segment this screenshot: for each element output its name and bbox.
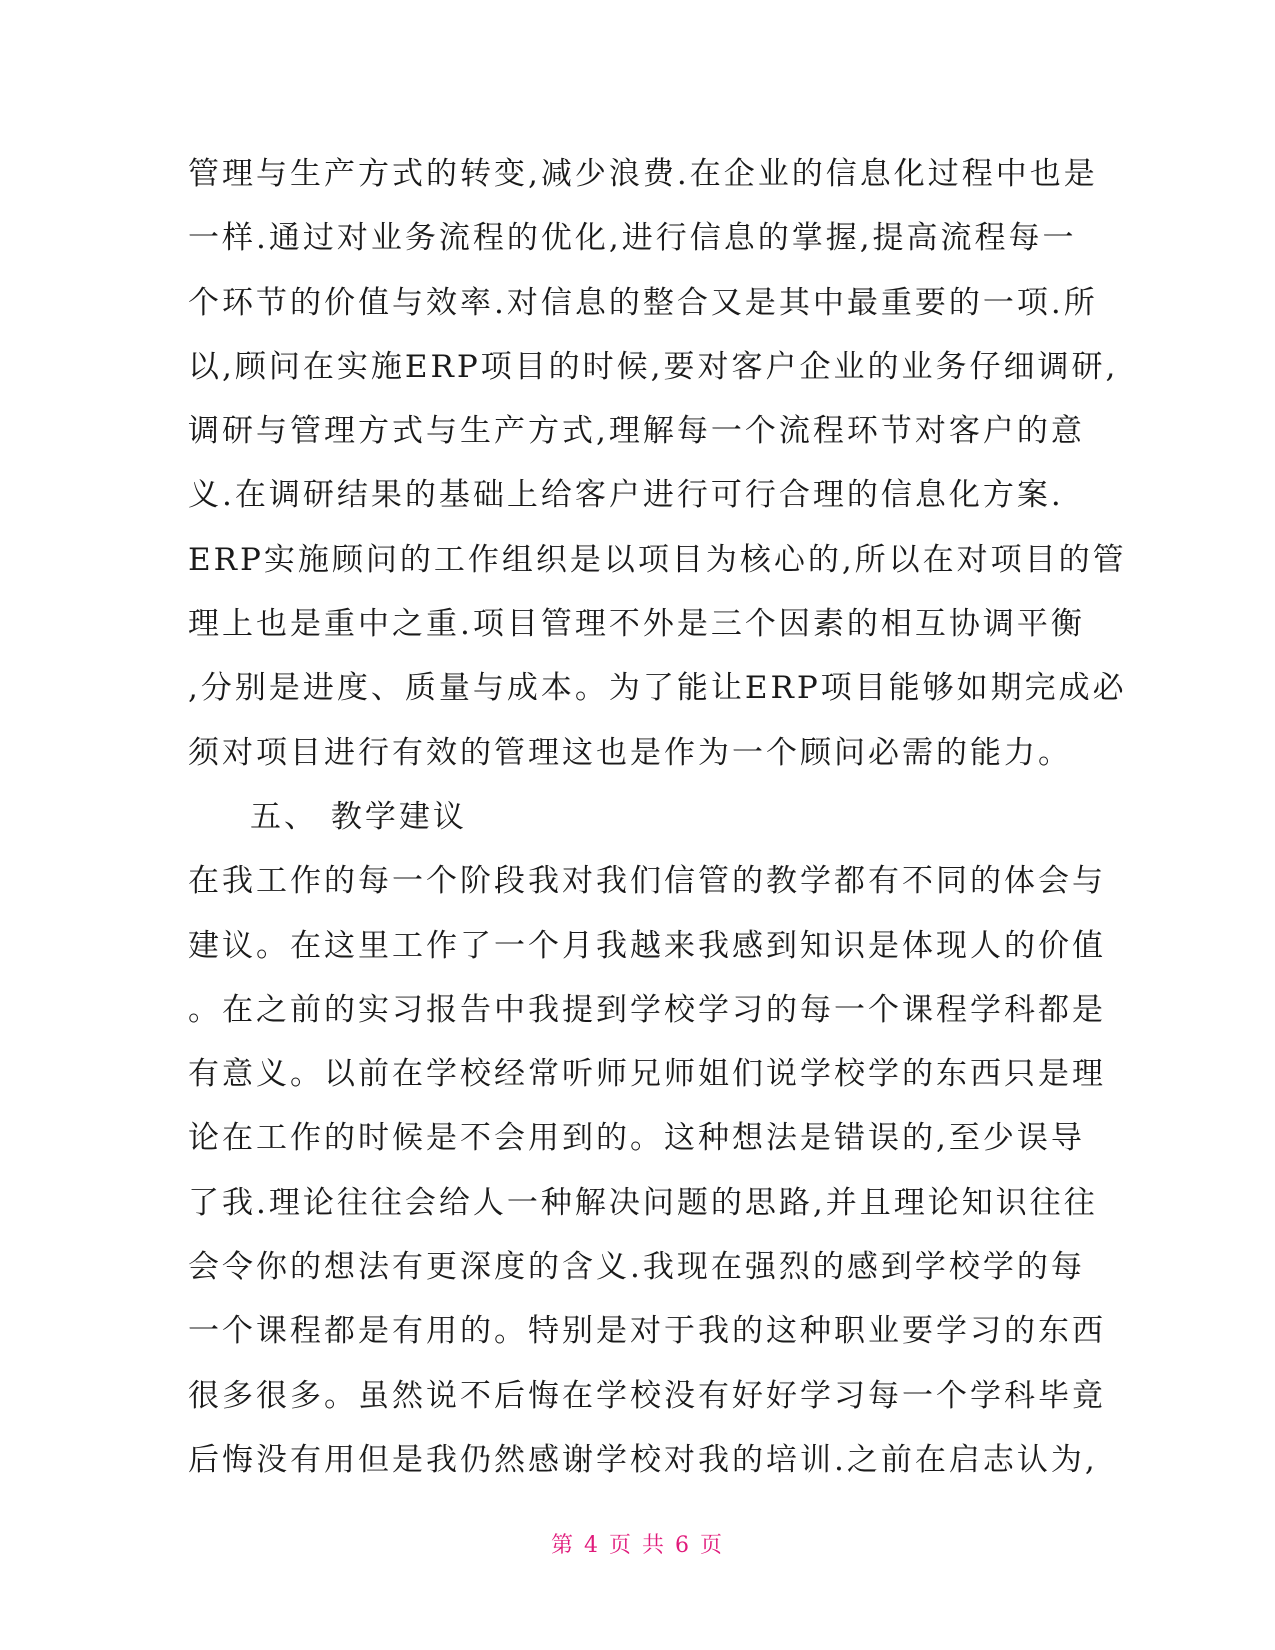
text-line: ,分别是进度、质量与成本。为了能让ERP项目能够如期完成必 (188, 670, 1127, 707)
text-line: 理上也是重中之重.项目管理不外是三个因素的相互协调平衡 (188, 606, 1085, 643)
text-line: 在我工作的每一个阶段我对我们信管的教学都有不同的体会与 (188, 863, 1106, 900)
body-text (188, 142, 1127, 1492)
text-line: 须对项目进行有效的管理这也是作为一个顾问必需的能力。 (188, 734, 1072, 771)
text-line: 个环节的价值与效率.对信息的整合又是其中最重要的一项.所 (188, 284, 1098, 321)
text-line: 调研与管理方式与生产方式,理解每一个流程环节对客户的意 (188, 413, 1085, 450)
text-line: 有意义。以前在学校经常听师兄师姐们说学校学的东西只是理 (188, 1056, 1106, 1093)
text-line: 会令你的想法有更深度的含义.我现在强烈的感到学校学的每 (188, 1249, 1085, 1286)
text-line: ERP实施顾问的工作组织是以项目为核心的,所以在对项目的管 (188, 541, 1127, 578)
text-line: 了我.理论往往会给人一种解决问题的思路,并且理论知识往往 (188, 1184, 1098, 1221)
page-number-footer: 第 4 页 共 6 页 (551, 1533, 724, 1558)
text-line: 。在之前的实习报告中我提到学校学习的每一个课程学科都是 (188, 991, 1106, 1028)
text-line: 建议。在这里工作了一个月我越来我感到知识是体现人的价值 (188, 927, 1106, 964)
text-line: 很多很多。虽然说不后悔在学校没有好好学习每一个学科毕竟 (188, 1377, 1106, 1414)
text-line: 后悔没有用但是我仍然感谢学校对我的培训.之前在启志认为, (188, 1441, 1098, 1478)
text-line: 管理与生产方式的转变,减少浪费.在企业的信息化过程中也是 (188, 156, 1098, 192)
text-line: 一样.通过对业务流程的优化,进行信息的掌握,提高流程每一 (188, 220, 1077, 257)
text-line: 论在工作的时候是不会用到的。这种想法是错误的,至少误导 (188, 1120, 1085, 1157)
text-line: 一个课程都是有用的。特别是对于我的这种职业要学习的东西 (188, 1313, 1106, 1350)
text-line: 以,顾问在实施ERP项目的时候,要对客户企业的业务仔细调研, (188, 348, 1119, 385)
text-line: 义.在调研结果的基础上给客户进行可行合理的信息化方案. (188, 477, 1064, 514)
section-heading: 五、 教学建议 (250, 798, 467, 835)
